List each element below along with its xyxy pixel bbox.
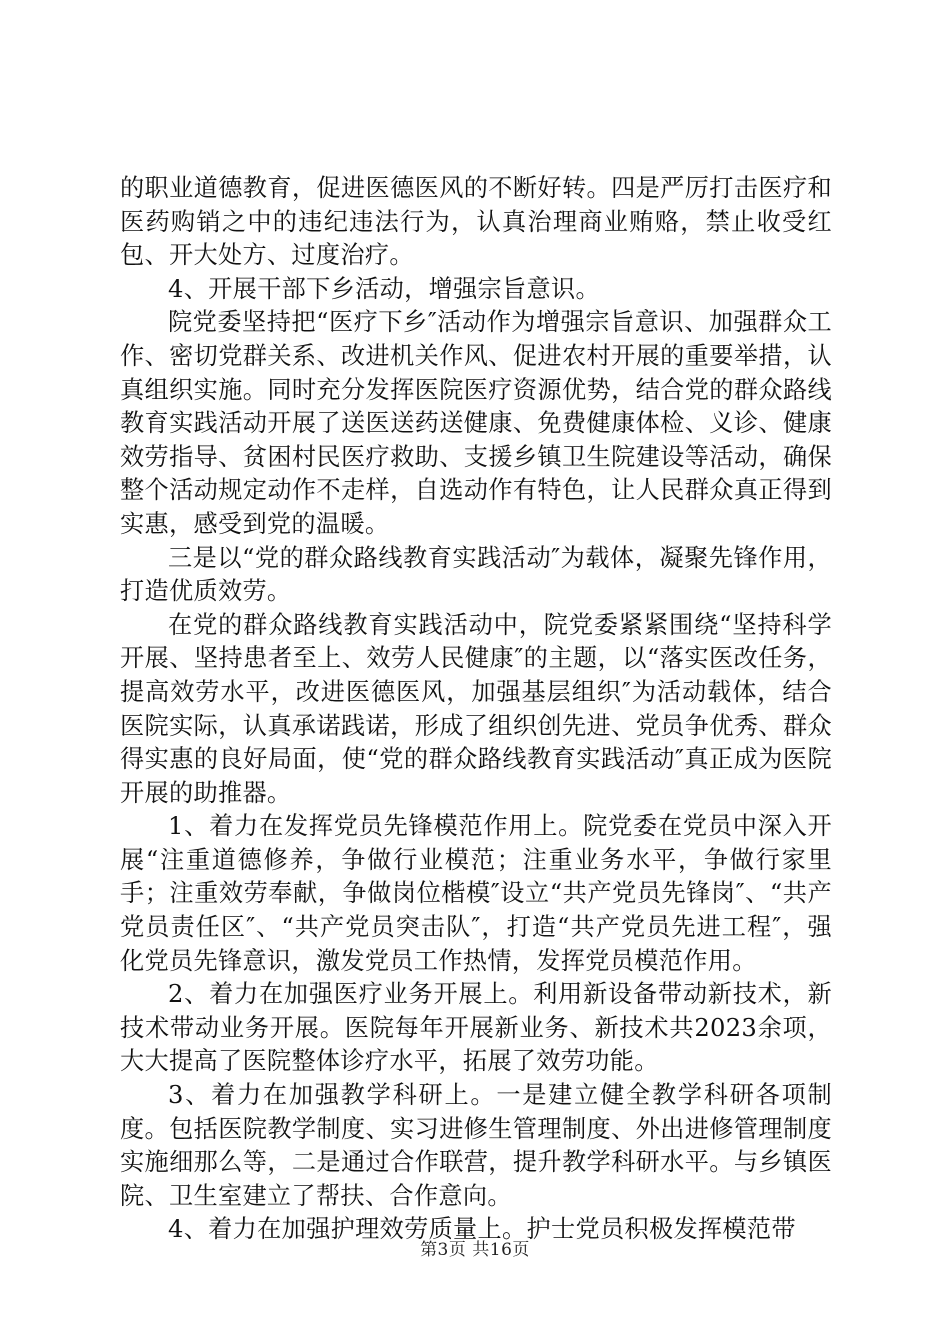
document-body <box>120 172 832 1247</box>
paragraph-section-three-heading: 三是以“党的群众路线教育实践活动″为载体，凝聚先锋作用，打造优质效劳。 <box>120 543 832 606</box>
paragraph-item-1-party-members: 1、着力在发挥党员先锋模范作用上。院党委在党员中深入开展“注重道德修养，争做行业模范；注重业务水平，争做行家里手；注重效劳奉献，争做岗位楷模″设立“共产党员先锋岗″、“共产党员责任区″、“共产党员突击队″，打造“共产党员先进工程″，强化党员先锋意识，激发党员工作热情，发挥党员模范作用。 <box>120 812 832 975</box>
paragraph-item-4-nursing: 4、着力在加强护理效劳质量上。护士党员积极发挥模范带 <box>168 1215 796 1244</box>
paragraph-medical-outreach: 院党委坚持把“医疗下乡″活动作为增强宗旨意识、加强群众工作、密切党群关系、改进机关作风、促进农村开展的重要举措，认真组织实施。同时充分发挥医院医疗资源优势，结合党的群众路线教育实践活动开展了送医送药送健康、免费健康体检、义诊、健康效劳指导、贫困村民医疗救助、支援乡镇卫生院建设等活动，确保整个活动规定动作不走样，自选动作有特色，让人民群众真正得到实惠，感受到党的温暖。 <box>120 308 832 538</box>
paragraph-heading-4-cadres: 4、开展干部下乡活动，增强宗旨意识。 <box>168 274 600 303</box>
paragraph-item-2-medical-business: 2、着力在加强医疗业务开展上。利用新设备带动新技术，新技术带动业务开展。医院每年开展新业务、新技术共2023余项，大大提高了医院整体诊疗水平，拓展了效劳功能。 <box>120 980 832 1076</box>
paragraph-continued: 的职业道德教育，促进医德医风的不断好转。四是严厉打击医疗和医药购销之中的违纪违法行为，认真治理商业贿赂，禁止收受红包、开大处方、过度治疗。 <box>120 174 832 270</box>
paragraph-item-3-teaching-research: 3、着力在加强教学科研上。一是建立健全教学科研各项制度。包括医院教学制度、实习进修生管理制度、外出进修管理制度实施细那么等，二是通过合作联营，提升教学科研水平。与乡镇医院、卫生室建立了帮扶、合作意向。 <box>120 1081 832 1210</box>
paragraph-mass-line-activity: 在党的群众路线教育实践活动中，院党委紧紧围绕“坚持科学开展、坚持患者至上、效劳人民健康″的主题，以“落实医改任务，提高效劳水平，改进医德医风，加强基层组织″为活动载体，结合医院实际，认真承诺践诺，形成了组织创先进、党员争优秀、群众得实惠的良好局面，使“党的群众路线教育实践活动″真正成为医院开展的助推器。 <box>120 610 832 807</box>
page-number-footer: 第3页 共16页 <box>420 1240 530 1260</box>
